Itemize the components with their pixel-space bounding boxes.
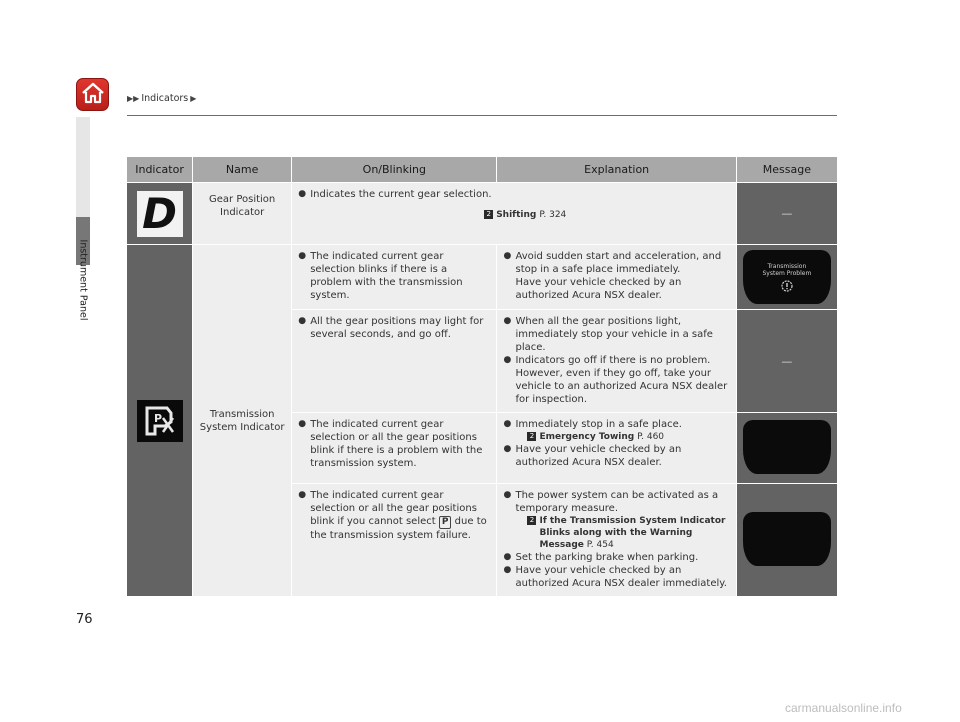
breadcrumb-link-indicators[interactable]: Indicators [141, 93, 189, 104]
list-item: ● The indicated current gear selection blinks if there is a problem with the transmission system. [298, 251, 463, 301]
list-item: ● Immediately stop in a safe place. [503, 419, 682, 430]
list-item: ● All the gear positions may light for several seconds, and go off. [298, 316, 484, 340]
list-item: ● The indicated current gear selection or all the gear positions blink if there is a problem with the transmission system. [298, 419, 483, 469]
gear-d-icon [137, 188, 183, 238]
indicator-table [126, 156, 838, 597]
list-item: ● Avoid sudden start and acceleration, and stop in a safe place immediately. [503, 251, 722, 275]
message-cell [737, 484, 837, 596]
explanation-cell [497, 310, 735, 412]
explanation-cell [497, 484, 735, 596]
blank-message-display [743, 512, 831, 566]
blank-message-display [743, 420, 831, 474]
breadcrumb [127, 93, 196, 104]
col-header-indicator: Indicator [127, 157, 192, 182]
on-blinking-cell [292, 413, 496, 483]
section-side-label: Instrument Panel [77, 239, 89, 321]
explanation-cell [497, 245, 735, 309]
shifting-xref[interactable]: 2 Shifting P. 324 [484, 207, 730, 222]
home-button[interactable] [76, 78, 109, 111]
transmission-problem-display [743, 250, 831, 304]
list-item: ● Indicates the current gear selection. [298, 189, 492, 200]
indicator-cell [127, 183, 192, 244]
transmission-warning-xref[interactable]: 2 If the Transmission System Indicator Blinks along with the Warning Message P. 454 [527, 515, 729, 551]
emergency-towing-xref[interactable]: 2 Emergency Towing P. 460 [527, 431, 729, 443]
message-cell [737, 245, 837, 309]
watermark: carmanualsonline.info [785, 701, 902, 715]
message-cell [737, 413, 837, 483]
col-header-on-blinking: On/Blinking [292, 157, 496, 182]
park-key-icon: P [439, 516, 452, 529]
explanation-cell [497, 413, 735, 483]
name-cell: Transmission System Indicator [193, 245, 291, 596]
gear-warning-icon [779, 279, 795, 293]
on-blinking-cell [292, 245, 496, 309]
table-row [127, 245, 837, 309]
msg-line-2: System Problem [762, 270, 812, 277]
list-item: ● Have your vehicle checked by an authorized Acura NSX dealer. [503, 444, 682, 468]
indicator-cell [127, 245, 192, 596]
gear-d-glyph: D [142, 188, 177, 238]
header-rule [127, 115, 837, 116]
list-item: ● Indicators go off if there is no problem. However, even if they go off, take your vehicle to an authorized Acura NSX dealer for inspection. [503, 355, 728, 405]
col-header-name: Name [193, 157, 291, 182]
on-blinking-cell [292, 310, 496, 412]
on-blinking-cell [292, 183, 736, 244]
xref-arrow-icon: 2 [484, 210, 493, 219]
col-header-explanation: Explanation [497, 157, 735, 182]
list-item-continuation: Have your vehicle checked by an authorized Acura NSX dealer. [515, 277, 682, 301]
on-blinking-cell [292, 484, 496, 596]
list-item: ● Have your vehicle checked by an authorized Acura NSX dealer immediately. [503, 565, 727, 589]
transmission-system-indicator-icon [137, 400, 183, 442]
home-icon [81, 82, 105, 108]
side-tab-background [76, 117, 90, 217]
breadcrumb-arrow-icon: ▶ [190, 94, 197, 103]
xref-arrow-icon: 2 [527, 432, 536, 441]
message-cell: — [737, 183, 837, 244]
svg-text:P: P [153, 411, 162, 425]
list-item: ● Set the parking brake when parking. [503, 552, 699, 563]
name-cell: Gear Position Indicator [193, 183, 291, 244]
message-cell: — [737, 310, 837, 412]
list-item: ● The indicated current gear selection or all the gear positions blink if you cannot select P due to the transmission system failure. [298, 490, 487, 541]
table-header-row [127, 157, 837, 182]
col-header-message: Message [737, 157, 837, 182]
page-number: 76 [76, 612, 93, 627]
table-row [127, 183, 837, 244]
list-item: ● The power system can be activated as a temporary measure. [503, 490, 719, 514]
list-item: ● When all the gear positions light, immediately stop your vehicle in a safe place. [503, 316, 713, 353]
breadcrumb-arrow-icon: ▶▶ [127, 94, 140, 103]
xref-arrow-icon: 2 [527, 516, 536, 525]
msg-line-1: Transmission [767, 263, 807, 270]
